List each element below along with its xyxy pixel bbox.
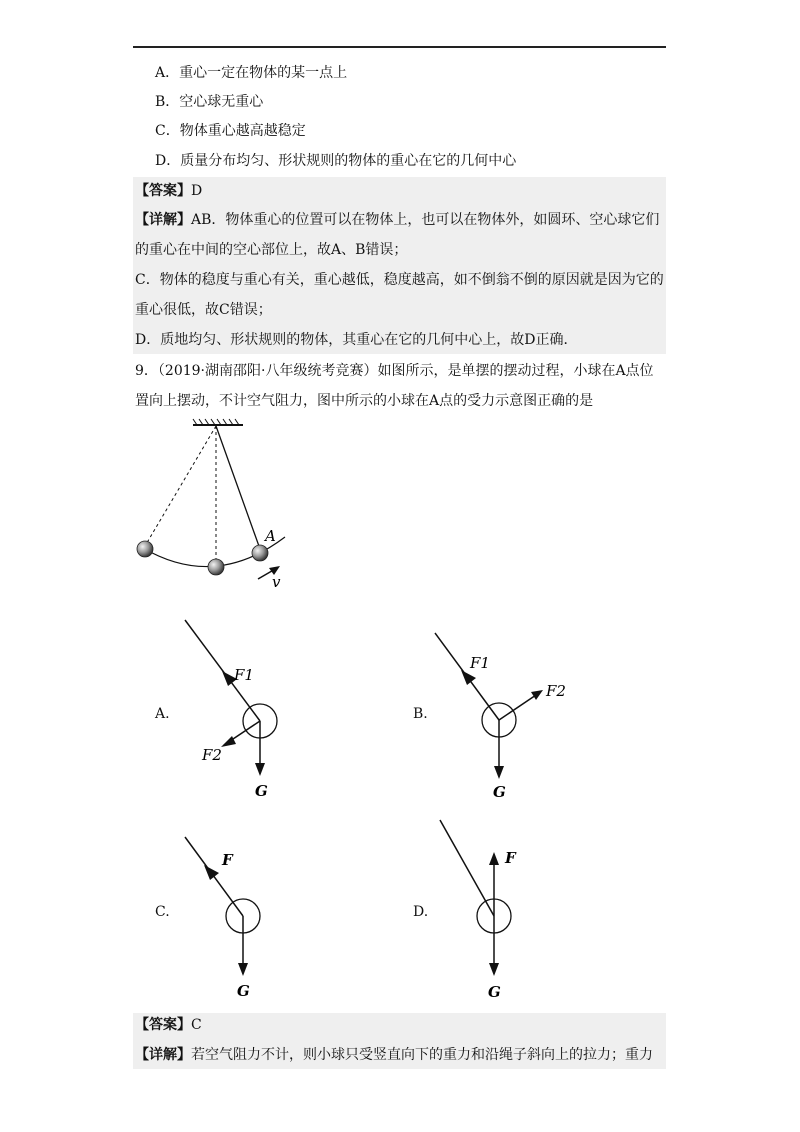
- q8-option-b: B．空心球无重心: [155, 94, 264, 110]
- q8-explanation-box: [133, 177, 666, 354]
- ceiling-support: [193, 419, 243, 425]
- force-g-arrowhead: [494, 766, 504, 779]
- q9-detail-tag: 【详解】: [135, 1047, 191, 1063]
- choice-c-letter: C.: [155, 904, 170, 920]
- force-f-arrowhead: [204, 865, 219, 880]
- q8-detail-line-5: D．质地均匀、形状规则的物体，其重心在它的几何中心上，故D正确．: [135, 332, 578, 348]
- q9-detail-line-1: [135, 1045, 653, 1065]
- q9-detail-text-1: 若空气阻力不计，则小球只受竖直向下的重力和沿绳子斜向上的拉力；重力: [191, 1047, 653, 1063]
- force-g-label: G: [237, 982, 250, 1000]
- string-solid: [216, 426, 260, 549]
- q9-answer: [135, 1015, 202, 1035]
- choice-a-letter: A.: [155, 706, 170, 722]
- q9-stem-text-1: （2019·湖南邵阳·八年级统考竞赛）如图所示，是单摆的摆动过程，小球在A点位: [157, 363, 654, 379]
- q9-answer-value: C: [191, 1017, 202, 1033]
- ball-left: [137, 541, 153, 557]
- force-f1-arrowhead: [461, 670, 476, 685]
- q8-detail-line-2: 的重心在中间的空心部位上，故A、B错误；: [135, 242, 408, 258]
- choice-b-diagram: [430, 628, 580, 808]
- q8-detail-line-1: [135, 210, 659, 230]
- point-a-label: A: [265, 527, 276, 545]
- q8-detail-tag: 【详解】: [135, 212, 191, 228]
- force-f2-arrowhead: [531, 690, 543, 700]
- force-f2-line: [499, 693, 539, 720]
- force-g-arrowhead: [238, 963, 248, 976]
- choice-b-letter: B.: [413, 706, 428, 722]
- q9-stem-line-2: 置向上摆动，不计空气阻力，图中所示的小球在A点的受力示意图正确的是: [135, 393, 594, 409]
- q8-detail-text-1: AB．物体重心的位置可以在物体上，也可以在物体外，如圆环、空心球它们: [191, 212, 660, 228]
- ball-center: [208, 559, 224, 575]
- force-f-label: F: [505, 849, 516, 867]
- choice-a-diagram: [180, 615, 300, 805]
- force-f2-label: F2: [202, 746, 222, 764]
- q9-stem-line-1: [135, 361, 654, 381]
- q8-answer: [135, 181, 202, 201]
- force-f1-label: F1: [234, 666, 254, 684]
- force-g-label: G: [255, 782, 268, 800]
- header-rule: [133, 46, 666, 48]
- force-g-arrowhead: [489, 963, 499, 976]
- choice-d-diagram: [435, 815, 545, 1005]
- velocity-label: v: [272, 573, 281, 590]
- choice-c-diagram: [180, 832, 290, 1002]
- q8-answer-tag: 【答案】: [135, 183, 191, 199]
- force-f1-label: F1: [470, 654, 490, 672]
- q9-number: 9．: [135, 363, 158, 379]
- q8-detail-line-4: 重心很低，故C错误；: [135, 302, 272, 318]
- ball-a: [252, 545, 268, 561]
- choice-d-letter: D.: [413, 904, 429, 920]
- q8-option-d: D．质量分布均匀、形状规则的物体的重心在它的几何中心: [155, 153, 517, 169]
- q8-answer-value: D: [191, 183, 203, 199]
- force-g-label: G: [493, 783, 506, 801]
- pendulum-figure: [125, 415, 315, 590]
- q8-option-a: A．重心一定在物体的某一点上: [155, 65, 348, 81]
- force-f-label: F: [222, 851, 233, 869]
- force-f-arrowhead: [489, 852, 499, 865]
- q8-detail-line-3: C．物体的稳度与重心有关，重心越低，稳度越高，如不倒翁不倒的原因就是因为它的: [135, 272, 664, 288]
- force-g-arrowhead: [255, 763, 265, 776]
- string-left-dashed: [145, 426, 216, 546]
- q9-answer-tag: 【答案】: [135, 1017, 191, 1033]
- force-g-label: G: [488, 983, 501, 1001]
- q8-option-c: C．物体重心越高越稳定: [155, 123, 306, 139]
- force-f2-label: F2: [546, 682, 566, 700]
